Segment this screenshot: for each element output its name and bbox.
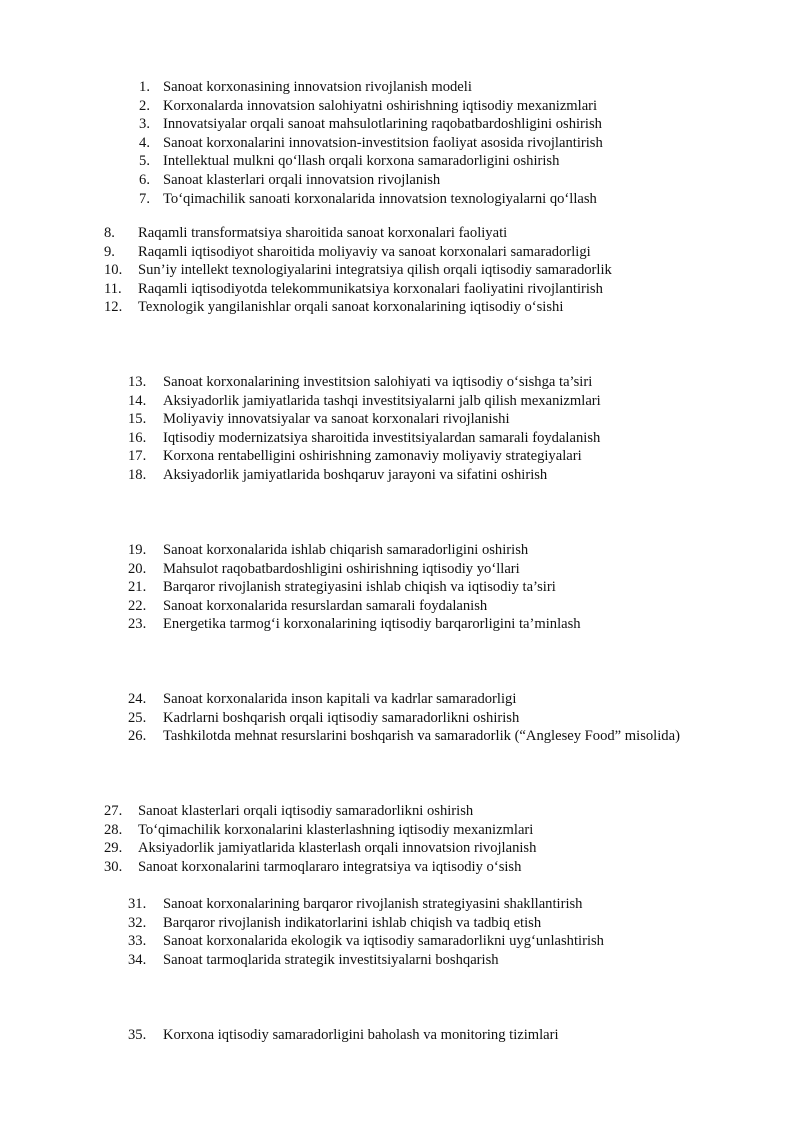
item-number: 9. xyxy=(104,243,115,260)
item-number: 18. xyxy=(128,467,147,483)
item-text: Aksiyadorlik jamiyatlarida boshqaruv jarayoni va sifatini oshirish xyxy=(163,467,548,483)
item-text: Sanoat korxonalarida ekologik va iqtisodiy samaradorlikni uyg‘unlashtirish xyxy=(163,933,604,950)
item-number: 19. xyxy=(128,542,147,558)
item-text: Sanoat korxonalarida resurslardan samarali foydalanish xyxy=(163,597,488,614)
item-number: 23. xyxy=(128,616,147,633)
item-text: Sanoat korxonalarining barqaror rivojlanish strategiyasini shakllantirish xyxy=(163,896,583,912)
item-text: Iqtisodiy modernizatsiya sharoitida investitsiyalardan samarali foydalanish xyxy=(163,429,601,446)
item-number: 10. xyxy=(104,262,123,279)
item-number: 5. xyxy=(139,153,150,170)
item-text: Sanoat klasterlari orqali iqtisodiy samaradorlikni oshirish xyxy=(138,803,474,819)
item-text: Sanoat klasterlari orqali innovatsion rivojlanish xyxy=(163,172,441,188)
item-number: 1. xyxy=(139,79,150,95)
item-number: 16. xyxy=(128,429,147,446)
item-text: Aksiyadorlik jamiyatlarida klasterlash orqali innovatsion rivojlanish xyxy=(138,840,537,857)
item-number: 11. xyxy=(104,280,122,297)
item-number: 4. xyxy=(139,134,150,151)
item-text: Raqamli transformatsiya sharoitida sanoat korxonalari faoliyati xyxy=(138,225,508,241)
item-text: Korxona iqtisodiy samaradorligini baholash va monitoring tizimlari xyxy=(163,1027,559,1043)
item-text: Sanoat korxonasining innovatsion rivojlanish modeli xyxy=(163,79,472,95)
item-number: 13. xyxy=(128,374,147,390)
item-text: Energetika tarmog‘i korxonalarining iqtisodiy barqarorligini ta’minlash xyxy=(163,616,581,633)
item-number: 31. xyxy=(128,896,147,912)
item-text: Aksiyadorlik jamiyatlarida tashqi investitsiyalarni jalb qilish mexanizmlari xyxy=(163,392,601,409)
item-number: 6. xyxy=(139,172,150,188)
item-text: Sun’iy intellekt texnologiyalarini integratsiya qilish orqali iqtisodiy samaradorlik xyxy=(138,262,612,279)
item-text: Sanoat korxonalarining investitsion salohiyati va iqtisodiy o‘sishga ta’siri xyxy=(163,374,593,390)
item-number: 35. xyxy=(128,1027,147,1043)
item-text: Sanoat korxonalarida inson kapitali va kadrlar samaradorligi xyxy=(163,691,517,707)
item-number: 27. xyxy=(104,803,123,819)
item-text: Korxonalarda innovatsion salohiyatni oshirishning iqtisodiy mexanizmlari xyxy=(163,97,598,114)
item-number: 21. xyxy=(128,579,147,596)
item-number: 24. xyxy=(128,691,147,707)
item-number: 20. xyxy=(128,560,147,577)
item-text: Sanoat korxonalarini innovatsion-investitsion faoliyat asosida rivojlantirish xyxy=(163,134,603,151)
item-number: 8. xyxy=(104,225,115,241)
item-text: Texnologik yangilanishlar orqali sanoat korxonalarining iqtisodiy o‘sishi xyxy=(138,299,564,316)
item-text: Raqamli iqtisodiyot sharoitida moliyaviy va sanoat korxonalari samaradorligi xyxy=(138,243,591,260)
item-number: 14. xyxy=(128,392,147,409)
item-number: 33. xyxy=(128,933,147,950)
item-number: 7. xyxy=(139,190,150,207)
item-number: 25. xyxy=(128,709,147,726)
item-text: To‘qimachilik sanoati korxonalarida innovatsion texnologiyalarni qo‘llash xyxy=(163,190,597,207)
item-text: Innovatsiyalar orqali sanoat mahsulotlarining raqobatbardoshligini oshirish xyxy=(163,116,602,133)
item-text: Intellektual mulkni qo‘llash orqali korxona samaradorligini oshirish xyxy=(163,153,560,170)
item-number: 17. xyxy=(128,448,147,465)
item-number: 30. xyxy=(104,858,123,875)
item-number: 3. xyxy=(139,116,150,133)
item-text: Moliyaviy innovatsiyalar va sanoat korxonalari rivojlanishi xyxy=(163,411,510,428)
item-text: Raqamli iqtisodiyotda telekommunikatsiya korxonalari faoliyatini rivojlantirish xyxy=(138,280,603,297)
item-number: 12. xyxy=(104,299,123,316)
item-text: Mahsulot raqobatbardoshligini oshirishning iqtisodiy yo‘llari xyxy=(163,560,520,577)
item-text: Sanoat tarmoqlarida strategik investitsiyalarni boshqarish xyxy=(163,951,499,968)
item-text: Barqaror rivojlanish indikatorlarini ishlab chiqish va tadbiq etish xyxy=(163,914,542,931)
item-number: 15. xyxy=(128,411,147,428)
item-number: 29. xyxy=(104,840,123,857)
item-text: Kadrlarni boshqarish orqali iqtisodiy samaradorlikni oshirish xyxy=(163,709,520,726)
item-text: Tashkilotda mehnat resurslarini boshqarish va samaradorlik (“Anglesey Food” misolida) xyxy=(163,728,680,745)
item-text: To‘qimachilik korxonalarini klasterlashning iqtisodiy mexanizmlari xyxy=(138,821,534,838)
item-text: Barqaror rivojlanish strategiyasini ishlab chiqish va iqtisodiy ta’siri xyxy=(163,579,556,596)
item-number: 32. xyxy=(128,914,147,931)
item-number: 34. xyxy=(128,951,147,968)
item-number: 28. xyxy=(104,821,123,838)
item-number: 22. xyxy=(128,597,147,614)
item-text: Sanoat korxonalarini tarmoqlararo integratsiya va iqtisodiy o‘sish xyxy=(138,858,522,875)
item-text: Sanoat korxonalarida ishlab chiqarish samaradorligini oshirish xyxy=(163,542,529,558)
item-number: 2. xyxy=(139,97,150,114)
item-text: Korxona rentabelligini oshirishning zamonaviy moliyaviy strategiyalari xyxy=(163,448,582,465)
item-number: 26. xyxy=(128,728,147,745)
